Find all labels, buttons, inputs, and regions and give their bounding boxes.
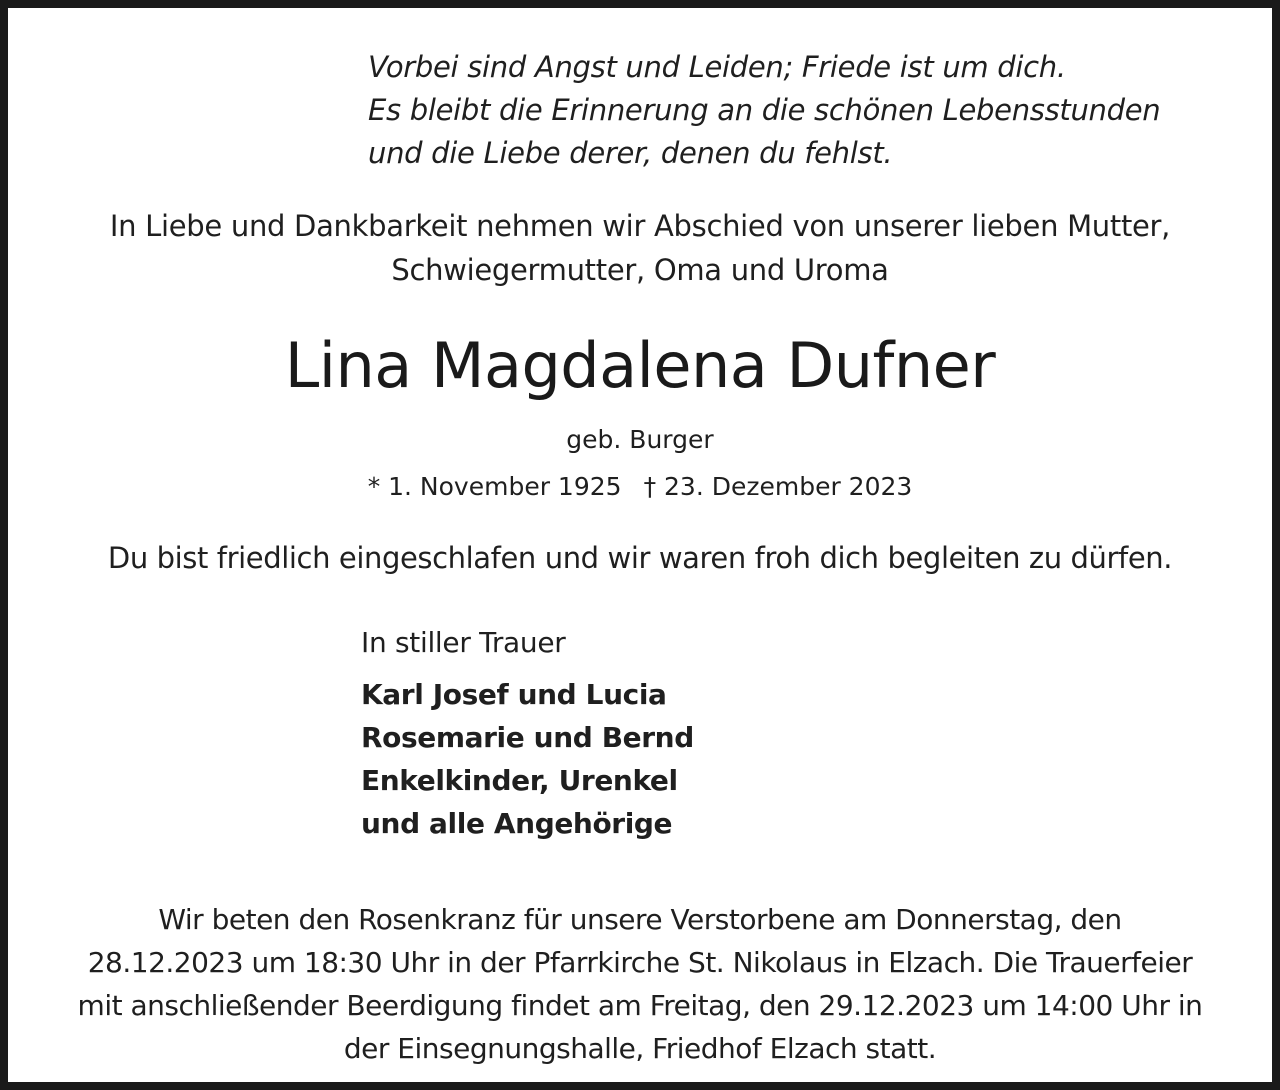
mourning-label: In stiller Trauer — [361, 626, 566, 659]
service-info — [8, 898, 1272, 1070]
farewell-text: Du bist friedlich eingeschlafen und wir waren froh dich begleiten zu dürfen. — [107, 541, 1173, 575]
intro-line: Schwiegermutter, Oma und Uroma — [391, 253, 889, 287]
intro-text — [8, 204, 1272, 292]
death-date: † 23. Dezember 2023 — [643, 472, 913, 501]
service-line: Wir beten den Rosenkranz für unsere Verstorbene am Donnerstag, den — [158, 903, 1122, 936]
service-line: mit anschließender Beerdigung findet am Freitag, den 29.12.2023 um 14:00 Uhr in — [77, 989, 1203, 1022]
motto-verse — [368, 46, 1160, 175]
mourner-list — [361, 673, 694, 845]
motto-line: Es bleibt die Erinnerung an die schönen Lebensstunden — [368, 93, 1161, 127]
deceased-name: Lina Magdalena Dufner — [284, 329, 996, 402]
motto-line: Vorbei sind Angst und Leiden; Friede ist um dich. — [368, 50, 1066, 84]
mourner-name: und alle Angehörige — [361, 807, 673, 840]
mourner-name: Enkelkinder, Urenkel — [361, 764, 678, 797]
motto-line: und die Liebe derer, denen du fehlst. — [368, 136, 893, 170]
mourner-name: Karl Josef und Lucia — [361, 678, 667, 711]
service-line: 28.12.2023 um 18:30 Uhr in der Pfarrkirche St. Nikolaus in Elzach. Die Trauerfeier — [87, 946, 1193, 979]
intro-line: In Liebe und Dankbarkeit nehmen wir Abschied von unserer lieben Mutter, — [109, 209, 1171, 243]
mourner-name: Rosemarie und Bernd — [361, 721, 694, 754]
birth-date: * 1. November 1925 — [367, 472, 622, 501]
service-line: der Einsegnungshalle, Friedhof Elzach statt. — [343, 1032, 937, 1065]
life-dates — [8, 469, 1272, 505]
birth-name: geb. Burger — [566, 425, 714, 454]
